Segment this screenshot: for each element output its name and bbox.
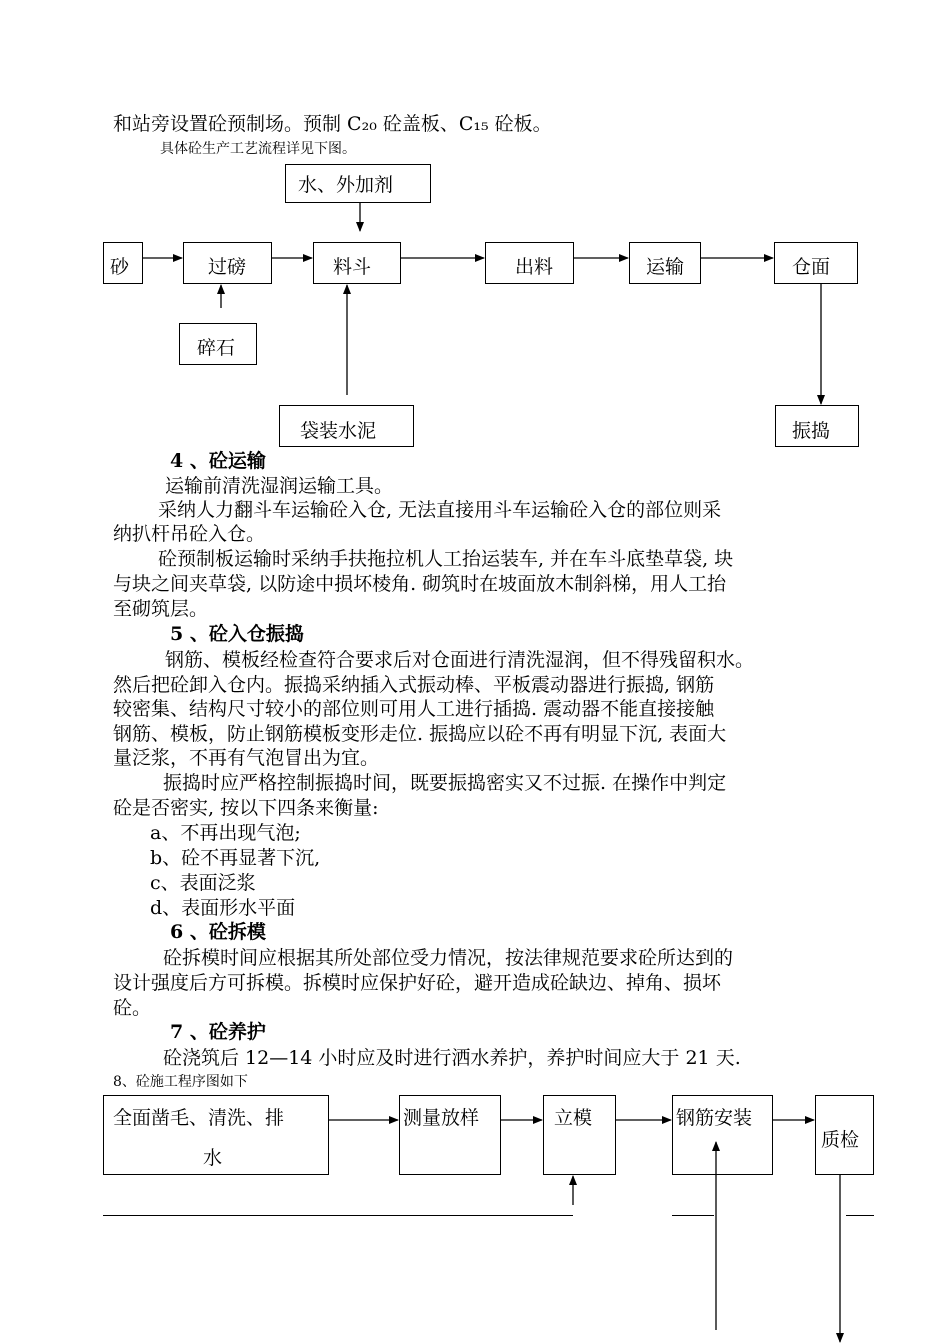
flow-box-label: 料斗 xyxy=(333,256,372,278)
paragraph-line: 钢筋、模板经检查符合要求后对仓面进行清洗湿润，但不得残留积水。 xyxy=(165,649,755,671)
flow-box-label: 碎石 xyxy=(197,337,236,359)
list-item: d、表面形水平面 xyxy=(150,897,296,919)
paragraph-line: 纳扒杆吊砼入仓。 xyxy=(113,523,266,545)
paragraph-line: 钢筋、模板，防止钢筋模板变形走位. 振捣应以砼不再有明显下沉, 表面大 xyxy=(113,723,727,745)
paragraph-line: 设计强度后方可拆模。拆模时应保护好砼，避开造成砼缺边、掉角、损坏 xyxy=(113,972,722,994)
paragraph-line: 至砌筑层。 xyxy=(113,598,209,620)
section-heading: 5 、砼入仓振捣 xyxy=(170,623,304,645)
flow-box-label: 砂 xyxy=(110,256,130,278)
intro-line: 和站旁设置砼预制场。预制 C₂₀ 砼盖板、C₁₅ 砼板。 xyxy=(113,113,552,135)
list-item: a、不再出现气泡; xyxy=(150,822,301,844)
paragraph-line: 砼浇筑后 12—14 小时应及时进行洒水养护，养护时间应大于 21 天. xyxy=(163,1047,741,1069)
flow-caption: 8、砼施工程序图如下 xyxy=(113,1074,248,1090)
flow-box-label: 运输 xyxy=(646,256,685,278)
flow-box-label: 测量放样 xyxy=(403,1107,480,1129)
paragraph-line: 砼是否密实, 按以下四条来衡量: xyxy=(113,797,379,819)
section-heading: 6 、砼拆模 xyxy=(170,921,266,943)
list-item: b、砼不再显著下沉, xyxy=(150,847,321,869)
paragraph-line: 较密集、结构尺寸较小的部位则可用人工进行插捣. 震动器不能直接接触 xyxy=(113,698,715,720)
flow-box-label: 袋装水泥 xyxy=(300,420,377,442)
flow-box-label: 过磅 xyxy=(208,256,247,278)
flow-box-label: 水、外加剂 xyxy=(298,174,394,196)
paragraph-line: 量泛浆，不再有气泡冒出为宜。 xyxy=(113,747,380,769)
paragraph-line: 砼预制板运输时采纳手扶拖拉机人工抬运装车, 并在车斗底垫草袋, 块 xyxy=(158,548,734,570)
flow-box-label: 水 xyxy=(203,1147,223,1169)
flow-box-label: 振捣 xyxy=(792,420,831,442)
paragraph-line: 砼拆模时间应根据其所处部位受力情况，按法律规范要求砼所达到的 xyxy=(163,947,734,969)
flow-box-label: 立模 xyxy=(554,1107,593,1129)
paragraph-line: 然后把砼卸入仓内。振捣采纳插入式振动棒、平板震动器进行振捣, 钢筋 xyxy=(113,674,715,696)
flow-box-label: 全面凿毛、清洗、排 xyxy=(113,1107,285,1129)
flow-caption: 具体砼生产工艺流程详见下图。 xyxy=(160,141,356,157)
paragraph-line: 振捣时应严格控制振捣时间，既要振捣密实又不过振. 在操作中判定 xyxy=(163,772,727,794)
paragraph-line: 运输前清洗湿润运输工具。 xyxy=(165,475,394,497)
paragraph-line: 与块之间夹草袋, 以防途中损坏棱角. 砌筑时在坡面放木制斜梯，用人工抬 xyxy=(113,573,727,595)
flow-box-label: 质检 xyxy=(821,1129,860,1151)
paragraph-line: 砼。 xyxy=(113,997,152,1019)
flow-box-label: 出料 xyxy=(515,256,554,278)
paragraph-line: 采纳人力翻斗车运输砼入仓, 无法直接用斗车运输砼入仓的部位则采 xyxy=(158,499,722,521)
flow-box-label: 钢筋安装 xyxy=(676,1107,753,1129)
flow-box-label: 仓面 xyxy=(792,256,831,278)
section-heading: 7 、砼养护 xyxy=(170,1021,266,1043)
list-item: c、表面泛浆 xyxy=(150,872,256,894)
section-heading: 4 、砼运输 xyxy=(170,450,266,472)
